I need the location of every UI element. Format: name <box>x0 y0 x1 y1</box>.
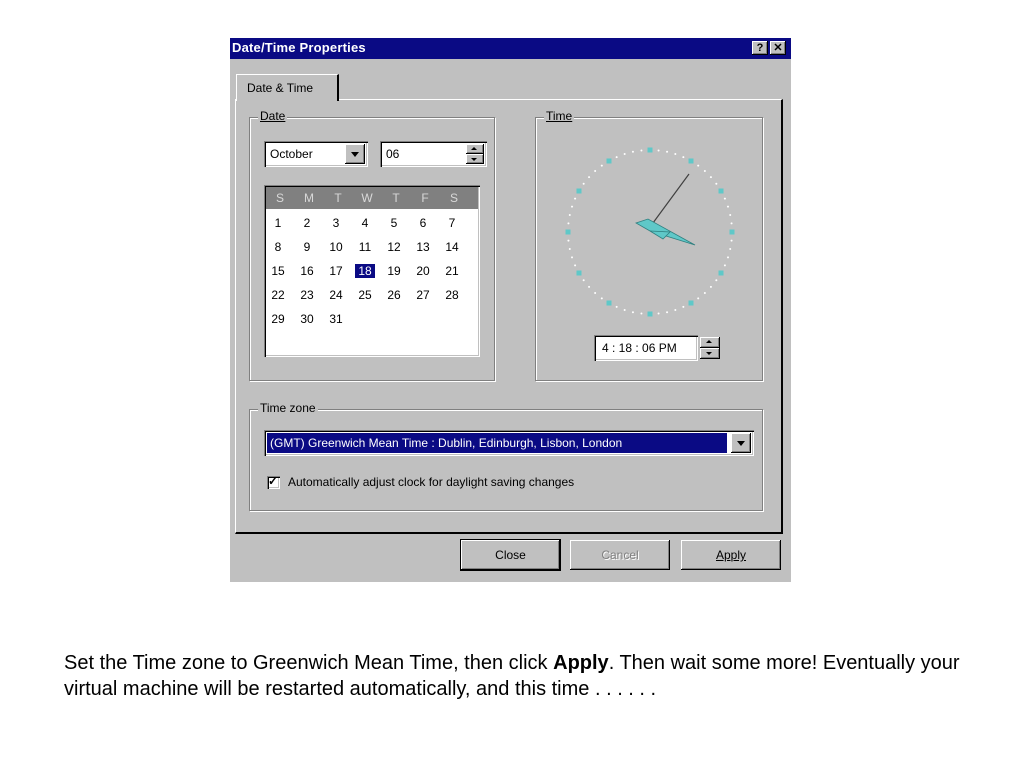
calendar-day[interactable]: 9 <box>303 240 311 254</box>
hour-mark <box>689 158 694 163</box>
time-down-button[interactable] <box>700 348 720 359</box>
hour-mark <box>719 189 724 194</box>
calendar-day[interactable]: 22 <box>271 288 285 302</box>
minute-mark <box>616 306 618 308</box>
time-spinner[interactable] <box>594 335 698 361</box>
calendar-day[interactable]: 3 <box>332 216 340 230</box>
minute-mark <box>571 256 573 258</box>
hour-mark <box>566 230 571 235</box>
time-zone-select[interactable] <box>264 430 754 456</box>
minute-mark <box>624 153 626 155</box>
hour-hand <box>650 231 670 239</box>
minute-mark <box>594 292 596 294</box>
minute-mark <box>632 311 634 313</box>
minute-mark <box>567 222 569 224</box>
calendar-day[interactable]: 6 <box>419 216 427 230</box>
minute-mark <box>588 176 590 178</box>
instruction-caption: Set the Time zone to Greenwich Mean Time, then click Apply. Then wait some more! Eventually your virtual machine will be restarted automatically, and this time . . . . . . <box>64 652 960 700</box>
minute-mark <box>640 149 642 151</box>
time-value: 4 : 18 : 06 PM <box>602 341 677 355</box>
time-zone-value: (GMT) Greenwich Mean Time : Dublin, Edinburgh, Lisbon, London <box>270 436 623 450</box>
minute-mark <box>715 279 717 281</box>
calendar-day[interactable]: 10 <box>329 240 343 254</box>
check-icon: ✓ <box>268 474 279 488</box>
month-select[interactable] <box>264 141 368 167</box>
chevron-down-icon <box>351 152 359 157</box>
minute-mark <box>682 306 684 308</box>
up-arrow-icon <box>706 340 712 343</box>
calendar-day[interactable]: 23 <box>300 288 314 302</box>
second-hand <box>650 174 689 227</box>
minute-mark <box>704 170 706 172</box>
year-spinner[interactable] <box>380 141 487 167</box>
calendar-day[interactable]: 13 <box>416 240 430 254</box>
calendar-day[interactable]: 29 <box>271 312 285 326</box>
close-window-button[interactable]: ✕ <box>770 41 786 55</box>
minute-mark <box>658 149 660 151</box>
minute-mark <box>710 176 712 178</box>
calendar-day[interactable]: 20 <box>416 264 430 278</box>
minute-mark <box>567 240 569 242</box>
close-button[interactable]: Close <box>461 540 560 570</box>
analog-clock <box>550 132 750 332</box>
down-arrow-icon <box>706 352 712 355</box>
up-arrow-icon <box>471 147 477 150</box>
time-zone-dropdown-button[interactable] <box>731 433 751 453</box>
year-up-button[interactable] <box>466 144 484 154</box>
minute-mark <box>727 256 729 258</box>
minute-mark <box>697 165 699 167</box>
minute-mark <box>727 206 729 208</box>
minute-mark <box>588 286 590 288</box>
minute-mark <box>574 198 576 200</box>
minute-mark <box>601 165 603 167</box>
calendar-day[interactable]: 27 <box>416 288 430 302</box>
calendar-day[interactable]: 30 <box>300 312 314 326</box>
weekday-label: T <box>392 191 400 205</box>
minute-mark <box>601 297 603 299</box>
minute-mark <box>731 222 733 224</box>
tab-label: Date & Time <box>247 81 314 95</box>
calendar-day[interactable]: 16 <box>300 264 314 278</box>
minute-mark <box>640 313 642 315</box>
weekday-label: S <box>449 191 458 205</box>
apply-button[interactable]: Apply <box>681 540 781 570</box>
minute-mark <box>666 311 668 313</box>
weekday-label: T <box>334 191 342 205</box>
minute-mark <box>616 156 618 158</box>
title-bar[interactable] <box>230 38 791 59</box>
calendar-day[interactable]: 31 <box>329 312 343 326</box>
date-group-label: Date <box>260 109 286 123</box>
minute-mark <box>682 156 684 158</box>
calendar-day[interactable]: 7 <box>448 216 456 230</box>
calendar-day[interactable]: 12 <box>387 240 401 254</box>
calendar-day[interactable]: 24 <box>329 288 343 302</box>
weekday-label: S <box>275 191 284 205</box>
minute-mark <box>658 313 660 315</box>
year-down-button[interactable] <box>466 154 484 164</box>
hour-mark <box>576 189 581 194</box>
calendar-day[interactable]: 1 <box>274 216 282 230</box>
tab-panel <box>235 99 783 534</box>
dst-checkbox-label: Automatically adjust clock for daylight saving changes <box>288 475 575 489</box>
calendar-day[interactable]: 14 <box>445 240 459 254</box>
time-group <box>535 109 763 381</box>
help-button[interactable]: ? <box>752 41 768 55</box>
calendar <box>264 185 480 357</box>
minute-mark <box>729 214 731 216</box>
weekday-label: F <box>421 191 429 205</box>
minute-mark <box>571 206 573 208</box>
calendar-day[interactable]: 8 <box>274 240 282 254</box>
calendar-day[interactable]: 11 <box>358 240 372 254</box>
minute-mark <box>569 248 571 250</box>
minute-mark <box>731 240 733 242</box>
month-dropdown-button[interactable] <box>345 144 365 164</box>
weekday-label: M <box>304 191 314 205</box>
minute-mark <box>594 170 596 172</box>
time-zone-group <box>249 401 763 511</box>
date-group <box>249 109 495 381</box>
calendar-day[interactable]: 17 <box>329 264 343 278</box>
minute-mark <box>715 183 717 185</box>
calendar-day[interactable]: 26 <box>387 288 401 302</box>
minute-mark <box>569 214 571 216</box>
time-group-label: Time <box>546 109 573 123</box>
weekday-header <box>266 187 478 209</box>
time-up-button[interactable] <box>700 337 720 348</box>
tab-date-time[interactable] <box>236 74 339 101</box>
minute-mark <box>583 183 585 185</box>
hour-mark <box>607 158 612 163</box>
minute-mark <box>724 198 726 200</box>
calendar-day[interactable]: 15 <box>271 264 285 278</box>
time-zone-group-label: Time zone <box>260 401 316 415</box>
minute-mark <box>632 151 634 153</box>
minute-mark <box>697 297 699 299</box>
window-title: Date/Time Properties <box>232 40 366 55</box>
minute-mark <box>729 248 731 250</box>
hour-mark <box>730 230 735 235</box>
minute-mark <box>710 286 712 288</box>
calendar-day[interactable]: 21 <box>445 264 459 278</box>
cancel-button[interactable]: Cancel <box>570 540 670 570</box>
calendar-day[interactable]: 25 <box>358 288 372 302</box>
hour-mark <box>576 271 581 276</box>
hour-mark <box>607 301 612 306</box>
calendar-day[interactable]: 28 <box>445 288 459 302</box>
down-arrow-icon <box>471 158 477 161</box>
calendar-day[interactable]: 4 <box>361 216 369 230</box>
calendar-day[interactable]: 19 <box>387 264 401 278</box>
weekday-label: W <box>361 191 373 205</box>
minute-mark <box>674 309 676 311</box>
dst-checkbox[interactable] <box>267 476 280 489</box>
minute-mark <box>674 153 676 155</box>
hour-mark <box>719 271 724 276</box>
hour-mark <box>648 148 653 153</box>
minute-mark <box>666 151 668 153</box>
minute-mark <box>583 279 585 281</box>
hour-mark <box>648 312 653 317</box>
month-value: October <box>270 147 313 161</box>
date-time-properties-window <box>230 38 791 582</box>
minute-mark <box>624 309 626 311</box>
chevron-down-icon <box>737 441 745 446</box>
minute-mark <box>704 292 706 294</box>
clock-face-marks <box>566 148 735 317</box>
year-value: 06 <box>386 147 400 161</box>
minute-mark <box>574 264 576 266</box>
calendar-day-selected[interactable]: 18 <box>355 264 375 278</box>
minute-mark <box>724 264 726 266</box>
calendar-day[interactable]: 2 <box>303 216 311 230</box>
calendar-day[interactable]: 5 <box>390 216 398 230</box>
hour-mark <box>689 301 694 306</box>
